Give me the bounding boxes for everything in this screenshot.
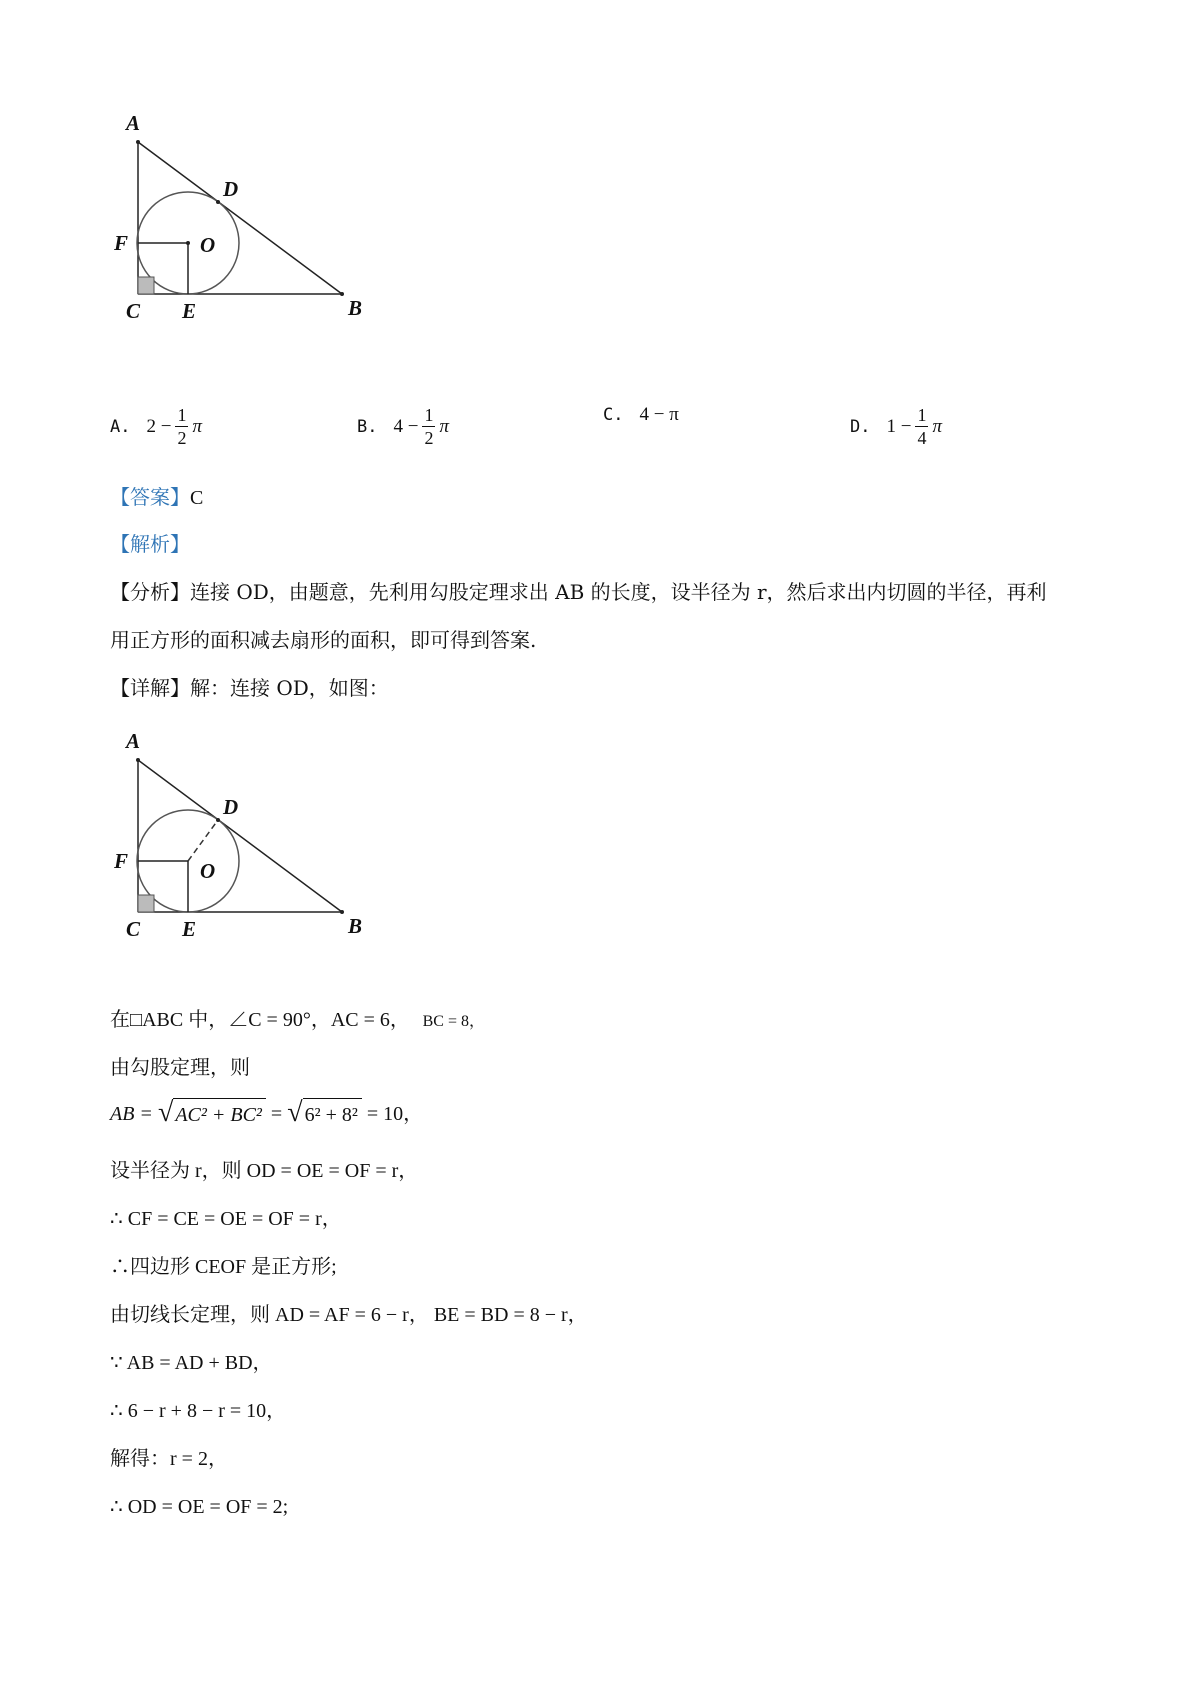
label-b-2: B bbox=[348, 914, 363, 938]
option-d: D. 1 − $\frac{1}{4}$ π bbox=[850, 405, 942, 448]
step-1: 在□ABC 中，∠C = 90°，AC = 6， BC = 8， bbox=[110, 1009, 485, 1031]
label-o: O bbox=[200, 233, 216, 257]
label-o-2: O bbox=[200, 859, 216, 883]
option-c: C. 4 − π bbox=[603, 404, 679, 425]
xiangjie-line: 【详解】解：连接 OD，如图： bbox=[110, 676, 389, 700]
triangle-figure-2 bbox=[110, 730, 410, 970]
step-11: ∴ OD = OE = OF = 2; bbox=[110, 1496, 289, 1518]
answer-tag: 【答案】 bbox=[110, 485, 190, 509]
step-4: 设半径为 r，则 OD = OE = OF = r， bbox=[110, 1160, 419, 1182]
label-e: E bbox=[182, 299, 197, 323]
step-3: AB = √ AC² + BC² = √ 6² + 8² = 10， bbox=[110, 1097, 424, 1128]
step-8: ∵ AB = AD + BD， bbox=[110, 1352, 273, 1374]
label-f: F bbox=[114, 231, 129, 255]
step-6: ∴四边形 CEOF 是正方形; bbox=[110, 1256, 337, 1278]
segment-ab bbox=[138, 142, 342, 294]
option-a: A. 2 − $\frac{1}{2}$ π bbox=[110, 405, 202, 448]
step-2: 由勾股定理，则 bbox=[110, 1055, 250, 1079]
answer-value: C bbox=[190, 487, 204, 509]
triangle-figure-1 bbox=[110, 112, 410, 352]
step-7: 由切线长定理，则 AD = AF = 6 − r， BE = BD = 8 − r， bbox=[110, 1304, 588, 1326]
label-a-2: A bbox=[126, 730, 141, 753]
option-b: B. 4 − $\frac{1}{2}$ π bbox=[357, 405, 449, 448]
step-10: 解得：r = 2， bbox=[110, 1448, 228, 1470]
label-c-2: C bbox=[126, 917, 141, 941]
right-angle-mark bbox=[138, 277, 154, 294]
analysis-heading: 【解析】 bbox=[110, 532, 190, 556]
sqrt-1: √ AC² + BC² bbox=[158, 1098, 266, 1129]
triangle-diagram-1 bbox=[110, 112, 410, 352]
label-f-2: F bbox=[114, 849, 129, 873]
segment-od-dashed bbox=[188, 820, 218, 861]
triangle-diagram-2 bbox=[110, 730, 410, 970]
fenxi-line-2: 用正方形的面积减去扇形的面积，即可得到答案. bbox=[110, 628, 537, 652]
label-d-2: D bbox=[223, 795, 239, 819]
step-9: ∴ 6 − r + 8 − r = 10， bbox=[110, 1400, 287, 1422]
label-a: A bbox=[126, 112, 141, 135]
label-e-2: E bbox=[182, 917, 197, 941]
label-c: C bbox=[126, 299, 141, 323]
label-b: B bbox=[348, 296, 363, 320]
step-5: ∴ CF = CE = OE = OF = r， bbox=[110, 1208, 342, 1230]
fenxi-line-1: 【分析】连接 OD，由题意，先利用勾股定理求出 AB 的长度，设半径为 r，然后求出内切圆的半径，再利 bbox=[110, 580, 1047, 604]
answer-line bbox=[110, 483, 203, 512]
sqrt-2: √ 6² + 8² bbox=[287, 1098, 362, 1129]
label-d: D bbox=[223, 177, 239, 201]
